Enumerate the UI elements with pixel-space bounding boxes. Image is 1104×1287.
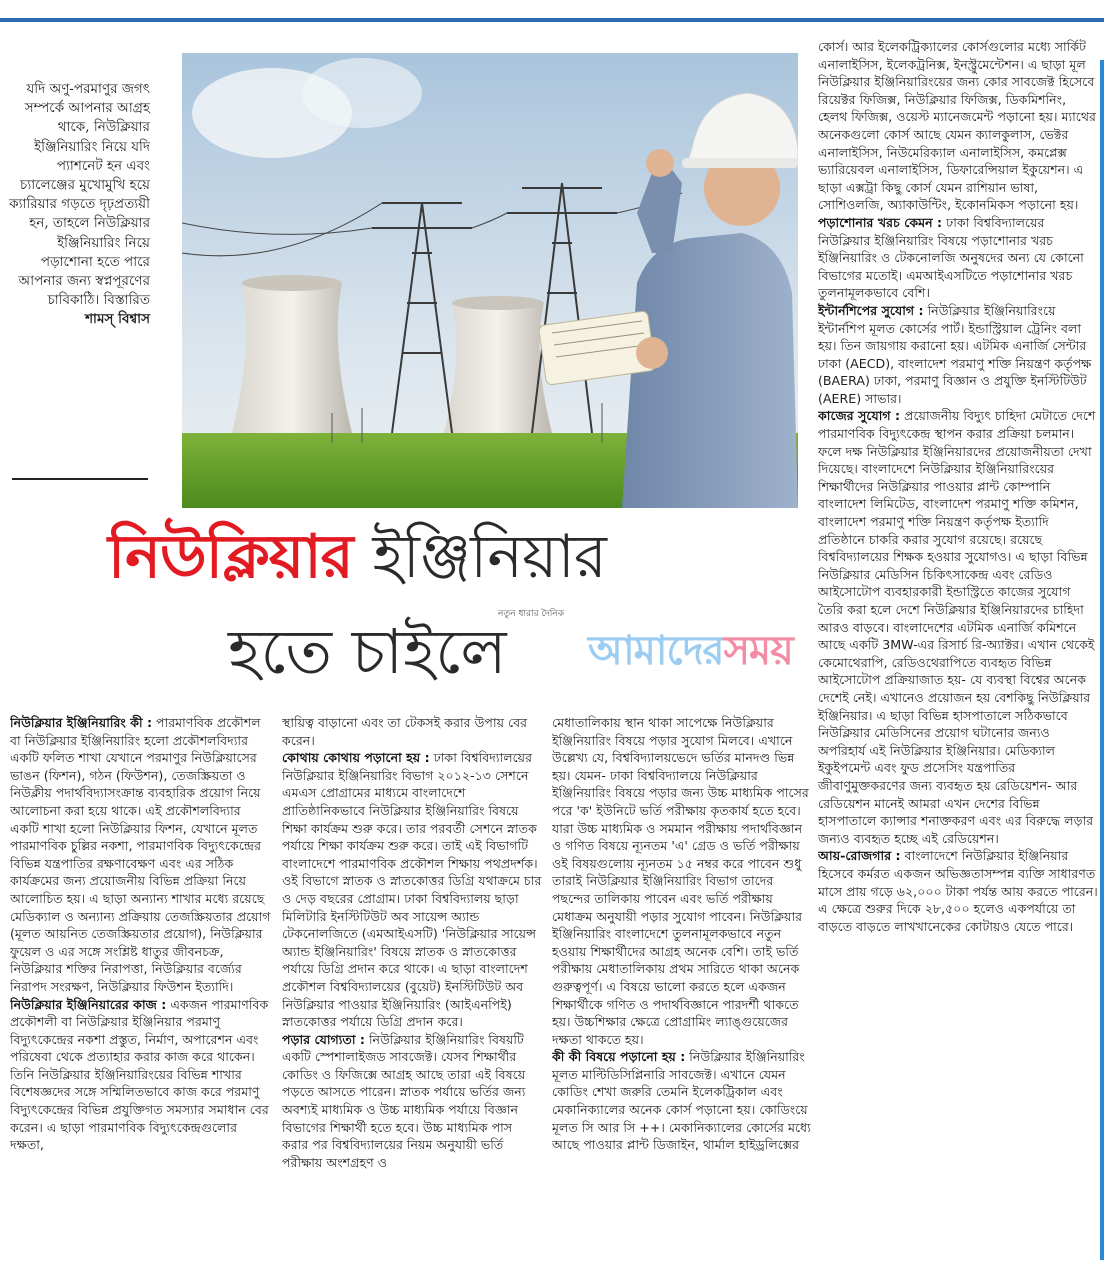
section-heading: কী কী বিষয়ে পড়ানো হয় : [552,1049,686,1065]
section-heading: নিউক্লিয়ার ইঞ্জিনিয়ারিং কী : [10,715,153,730]
article-column-1 [10,714,272,1280]
section-body: নিউক্লিয়ার ইঞ্জিনিয়ারিং বিষয়টি একটি স্পেশালাইজড সাবজেক্ট। যেসব শিক্ষার্থীর কোডিং ও ফিজিক্সে আগ্রহ আছে তারা এই বিষয়ে পড়তে আসতে পারেন। স্নাতক পর্যায়ে ভর্তির জন্য অবশ্যই মাধ্যমিক ও উচ্চ মাধ্যমিক পর্যায়ে বিজ্ঞান বিভাগের শিক্ষার্থী হতে হবে। উচ্চ মাধ্যমিক পাস করার পর বিশ্ববিদ্যালয়ের নিয়ম অনুযায়ী ভর্তি পরীক্ষায় অংশগ্রহণ ও [282,1031,526,1170]
paragraph [818,214,1098,302]
article-column-2 [282,714,542,1280]
paragraph [552,1048,812,1154]
engineer-power-plant-photo [182,53,798,508]
paragraph [282,714,542,749]
section-heading: কোথায় কোথায় পড়ানো হয় : [282,750,430,766]
section-body: বাংলাদেশে নিউক্লিয়ার ইঞ্জিনিয়ার হিসেবে কর্মরত একজন অভিজ্ঞতাসম্পন্ন ব্যক্তি সাধারণত মাসে প্রায় গড়ে ৬২,০০০ টাকা পর্যন্ত আয় করতে পারেন। এ ক্ষেত্রে শুরুর দিকে ২৮,৫০০ হলেও একপর্যায়ে তা বাড়তে বাড়তে লাখখানেকের কোটায়ও যেতে পারে। [818,848,1098,934]
headline-word-red: নিউক্লিয়ার [108,522,353,592]
article-column-4 [818,38,1098,1280]
section-body: মেধাতালিকায় স্থান থাকা সাপেক্ষে নিউক্লিয়ার ইঞ্জিনিয়ারিং বিষয়ে পড়ার সুযোগ মিলবে। এখানে উল্লেখ্য যে, বিশ্ববিদ্যালয়ভেদে ভর্তির মানদণ্ড ভিন্ন হয়। যেমন- ঢাকা বিশ্ববিদ্যালয়ে নিউক্লিয়ার ইঞ্জিনিয়ারিং বিষয়ে পড়ার জন্য উচ্চ মাধ্যমিক পাসের পরে 'ক' ইউনিটে ভর্তি পরীক্ষায় কৃতকার্য হতে হবে। যারা উচ্চ মাধ্যমিক ও সমমান পরীক্ষায় পদার্থবিজ্ঞান ও গণিত বিষয়ে ন্যূনতম 'এ' গ্রেড ও ভর্তি পরীক্ষায় ওই বিষয়গুলোয় ন্যূনতম ১৫ নম্বর করে পাবেন শুধু তারাই নিউক্লিয়ার ইঞ্জিনিয়ারিং বিভাগ তাদের পছন্দের তালিকায় পাবেন এবং ভর্তি পরীক্ষায় মেধাক্রম অনুযায়ী পড়ার সুযোগ পাবেন। নিউক্লিয়ার ইঞ্জিনিয়ারিং বাংলাদেশে তুলনামূলকভাবে নতুন হওয়ায় শিক্ষার্থীদের আগ্রহ অনেক বেশি। তাই ভর্তি পরীক্ষায় মেধাতালিকায় প্রথম সারিতে থাকা অনেক গুরুত্বপূর্ণ। এ বিষয়ে ভালো করতে হলে একজন শিক্ষার্থীকে গণিত ও পদার্থবিজ্ঞানে পারদর্শী থাকতে হয়। উচ্চশিক্ষার ক্ষেত্রে প্রোগ্রামিং ল্যাঙ্গুয়েজের দক্ষতা থাকতে হয়। [552,715,809,1047]
paragraph [818,38,1098,214]
paragraph [10,996,272,1154]
top-rule [0,0,1104,22]
headline [108,520,808,710]
section-body: কোর্স। আর ইলেকট্রিক্যালের কোর্সগুলোর মধ্যে সার্কিট এনালাইসিস, ইলেকট্রনিক্স, ইনস্ট্রুমেন্টেশন। এ ছাড়া মূল নিউক্লিয়ার ইঞ্জিনিয়ারিংয়ের জন্য কোর সাবজেক্ট হিসেবে রিয়েক্টর ফিজিক্স, নিউক্লিয়ার ফিজিক্স, ডিকমিশনিং, হেলথ ফিজিক্স, ওয়েস্ট ম্যানেজমেন্ট পড়ানো হয়। ম্যাথের অনেকগুলো কোর্স আছে যেমন ক্যালকুলাস, ভেক্টর এনালাইসিস, নিউমেরিক্যাল এনালাইসিস, কমপ্লেক্স ভ্যারিয়েবল এনালাইসিস, ডিফারেন্সিয়াল ইকুয়েশন। এ ছাড়া এক্সট্রা কিছু কোর্স যেমন রাশিয়ান ভাষা, সোশিওলজি, অ্যাকাউন্টিং, ইকোনমিকস পড়ানো হয়। [818,39,1096,213]
section-body: একজন পারমাণবিক প্রকৌশলী বা নিউক্লিয়ার ইঞ্জিনিয়ার পরমাণু বিদ্যুৎকেন্দ্রের নকশা প্রস্তুত, নির্মাণ, অপারেশন এবং পরিষেবা থেকে প্রত্যাহার করার কাজ করে থাকেন। তিনি নিউক্লিয়ার ইঞ্জিনিয়ারিংয়ের বিভিন্ন শাখার বিশেষজ্ঞদের সঙ্গে সম্মিলিতভাবে কাজ করে পরমাণু বিদ্যুৎকেন্দ্রের বিভিন্ন প্রযুক্তিগত সমস্যার সমাধান বের করেন। এ ছাড়া পারমাণবিক বিদ্যুৎকেন্দ্রগুলোর দক্ষতা, [10,996,269,1153]
section-heading: পড়ার যোগ্যতা : [282,1031,365,1047]
intro-paragraph [8,80,150,330]
brand-tagline: নতুন ধারার দৈনিক [498,609,564,619]
paragraph [552,714,812,1048]
paragraph [282,1031,542,1172]
right-edge-bar [1100,60,1104,1260]
section-body: প্রয়োজনীয় বিদ্যুৎ চাহিদা মেটাতে দেশে পারমাণবিক বিদ্যুৎকেন্দ্র স্থাপন করার প্রক্রিয়া চলমান। ফলে দক্ষ নিউক্লিয়ার ইঞ্জিনিয়ারদের প্রয়োজনীয়তা দেখা দিয়েছে। বাংলাদেশে নিউক্লিয়ার ইঞ্জিনিয়ারিংয়ের শিক্ষার্থীদের নিউক্লিয়ার পাওয়ার প্লান্ট কোম্পানি বাংলাদেশ লিমিটেড, বাংলাদেশ পরমাণু শক্তি কমিশন, বাংলাদেশ পরমাণু শক্তি নিয়ন্ত্রণ কর্তৃপক্ষ ইত্যাদি প্রতিষ্ঠানে চাকরি করার সুযোগ রয়েছে। রয়েছে বিশ্ববিদ্যালয়ের শিক্ষক হওয়ার সুযোগও। এ ছাড়া বিভিন্ন নিউক্লিয়ার মেডিসিন চিকিৎসাকেন্দ্র এবং রেডিও আইসোটোপ ব্যবহারকারী ইন্ডাস্ট্রিতে কাজের সুযোগ তৈরি করা হলে দেশে নিউক্লিয়ার ইঞ্জিনিয়ারদের চাহিদা আরও বাড়বে। বাংলাদেশের এটমিক এনার্জি কমিশনে আছে একটি 3MW-এর রিসার্চ রি-অ্যাক্টর। এখান থেকেই কেমোথেরাপি, রেডিওথেরাপিতে ব্যবহৃত বিভিন্ন আইসোটোপ প্রক্রিয়াজাত হয়- যে ব্যবস্থা বিশ্বের অনেক দেশেই নেই। এখানেও প্রয়োজন হয় বেশকিছু নিউক্লিয়ার ইঞ্জিনিয়ার। এ ছাড়া বিভিন্ন হাসপাতালে সঠিকভাবে নিউক্লিয়ার মেডিসিনের প্রয়োগ ঘটানোর জন্যও অপরিহার্য এই নিউক্লিয়ার ইঞ্জিনিয়ার। মেডিক্যাল ইকুইপমেন্ট এবং ফুড প্রসেসিং যন্ত্রপাতির জীবাণুমুক্তকরণের জন্য ব্যবহৃত হয় রেডিয়েশন- আর রেডিয়েশন মানেই আমরা এখন দেশের বিভিন্ন হাসপাতালে ক্যান্সার শনাক্তকরণ এবং এর বিরুদ্ধে লড়ার জন্যও ব্যবহৃত হচ্ছে এই রেডিয়েশন। [818,408,1096,846]
section-body: নিউক্লিয়ার ইঞ্জিনিয়ারিং মূলত মাল্টিডিসিপ্লিনারি সাবজেক্ট। এখানে যেমন কোডিং শেখা জরুরি তেমনি ইলেকট্রিকাল এবং মেকানিক্যালের অনেক কোর্স পড়ানো হয়। কোডিংয়ে মূলত সি আর সি ++। মেকানিক্যালের কোর্সের মধ্যে আছে পাওয়ার প্লান্ট ডিজাইন, থার্মাল হাইড্রলিক্সের [552,1049,811,1153]
headline-word-dark: ইঞ্জিনিয়ার [372,522,606,592]
section-heading: পড়াশোনার খরচ কেমন : [818,214,943,230]
headline-line-2: হতে চাইলে [228,615,507,688]
intro-divider [12,478,148,480]
paragraph [818,302,1098,408]
section-heading: নিউক্লিয়ার ইঞ্জিনিয়ারের কাজ : [10,996,167,1012]
article-column-3 [552,714,812,1280]
paragraph [818,407,1098,847]
headline-line-1 [108,520,606,594]
intro-text: যদি অণু-পরমাণুর জগৎ সম্পর্কে আপনার আগ্রহ থাকে, নিউক্লিয়ার ইঞ্জিনিয়ারিং নিয়ে যদি প্যাশনেট হন এবং চ্যালেঞ্জের মুখোমুখি হয়ে ক্যারিয়ার গড়তে দৃঢ়প্রত্যয়ী হন, তাহলে নিউক্লিয়ার ইঞ্জিনিয়ারিং নিয়ে পড়াশোনা হতে পারে আপনার জন্য স্বপ্নপূরণের চাবিকাঠি। বিস্তারিত [9,81,150,309]
logo-part-1: আমাদের [588,628,724,674]
section-body: পারমাণবিক প্রকৌশল বা নিউক্লিয়ার ইঞ্জিনিয়ারিং হলো প্রকৌশলবিদ্যার একটি ফলিত শাখা যেখানে পরমাণুর নিউক্লিয়াসের ভাঙন (ফিশন), গঠন (ফিউশন), তেজস্ক্রিয়তা ও নিউক্লীয় পদার্থবিদ্যাসংক্রান্ত ব্যবহারিক প্রয়োগ নিয়ে আলোচনা করা হয়ে থাকে। এই প্রকৌশলবিদ্যার একটি শাখা হলো নিউক্লিয়ার ফিশন, যেখানে মূলত পারমাণবিক চুল্লির নকশা, পারমাণবিক বিদ্যুৎকেন্দ্রের বিভিন্ন যন্ত্রপাতির রক্ষণাবেক্ষণ এবং এর সঠিক কার্যক্রমের জন্য প্রয়োজনীয় বিভিন্ন প্রক্রিয়া নিয়ে আলোচিত হয়। এ ছাড়া অন্যান্য শাখার মধ্যে রয়েছে মেডিক্যাল ও অন্যান্য প্রক্রিয়ায় তেজস্ক্রিয়তার প্রয়োগ (মূলত আয়নিত তেজস্ক্রিয়তার প্রয়োগ), নিউক্লিয়ার ফুয়েল ও এর সঙ্গে সংশ্লিষ্ট ধাতুর জীবনচক্র, নিউক্লিয়ার শক্তির নিরাপত্তা, নিউক্লিয়ার বর্জ্যের নিরাপদ সংরক্ষণ, নিউক্লিয়ার ফিউশন ইত্যাদি। [10,715,271,994]
paragraph [282,749,542,1031]
section-heading: কাজের সুযোগ : [818,408,901,424]
paragraph [818,847,1098,935]
author-byline: শামস্ বিশ্বাস [85,311,150,328]
section-body: নিউক্লিয়ার ইঞ্জিনিয়ারিংয়ে ইন্টার্নশিপ মূলত কোর্সের পার্ট। ইন্ডাস্ট্রিয়াল ট্রেনিং বলা হয়। তিন জায়গায় করানো হয়। এটমিক এনার্জি সেন্টার ঢাকা (AECD), বাংলাদেশ পরমাণু শক্তি নিয়ন্ত্রণ কর্তৃপক্ষ (BAERA) ঢাকা, পরমাণু বিজ্ঞান ও প্রযুক্তি ইনস্টিটিউট (AERE) সাভার। [818,302,1092,406]
section-body: ঢাকা বিশ্ববিদ্যালয়ের নিউক্লিয়ার ইঞ্জিনিয়ারিং বিষয়ে পড়াশোনার খরচ ইঞ্জিনিয়ারিং ও টেকনোলজি অনুষদের অন্য যে কোনো বিভাগের মতোই। এমআইএসটিতে পড়াশোনার খরচ তুলনামূলকভাবে বেশি। [818,214,1084,301]
section-heading: ইন্টার্নশিপের সুযোগ : [818,302,924,318]
section-body: ঢাকা বিশ্ববিদ্যালয়ের নিউক্লিয়ার ইঞ্জিনিয়ারিং বিভাগ ২০১২-১৩ সেশনে এমএস প্রোগ্রামের মাধ্যমে বাংলাদেশে প্রাতিষ্ঠানিকভাবে নিউক্লিয়ার ইঞ্জিনিয়ারিং বিষয়ে শিক্ষা কার্যক্রম শুরু করে। তার পরবর্তী সেশনে স্নাতক পর্যায়ে শিক্ষা কার্যক্রম শুরু করে। তাই এই বিভাগটি বাংলাদেশে পারমাণবিক প্রকৌশল শিক্ষায় পথপ্রদর্শক। ওই বিভাগে স্নাতক ও স্নাতকোত্তর ডিগ্রি যথাক্রমে চার ও দেড় বছরের প্রোগ্রাম। ঢাকা বিশ্ববিদ্যালয় ছাড়া মিলিটারি ইনস্টিটিউট অব সায়েন্স অ্যান্ড টেকনোলজিতে (এমআইএসটি) 'নিউক্লিয়ার সায়েন্স অ্যান্ড ইঞ্জিনিয়ারিং' বিষয়ে স্নাতক ও স্নাতকোত্তর পর্যায়ে ডিগ্রি প্রদান করে থাকে। এ ছাড়া বাংলাদেশ প্রকৌশল বিশ্ববিদ্যালয়ের (বুয়েট) ইনস্টিটিউট অব নিউক্লিয়ার পাওয়ার ইঞ্জিনিয়ারিং (আইএনপিই) স্নাতকোত্তর পর্যায়ে ডিগ্রি প্রদান করে। [282,750,542,1030]
section-heading: আয়-রোজগার : [818,848,901,864]
logo-part-2: সময় [723,628,793,674]
section-body: স্থায়িত্ব বাড়ানো এবং তা টেকসই করার উপায় বের করেন। [282,715,528,748]
paragraph [10,714,272,996]
newspaper-logo [588,619,793,686]
